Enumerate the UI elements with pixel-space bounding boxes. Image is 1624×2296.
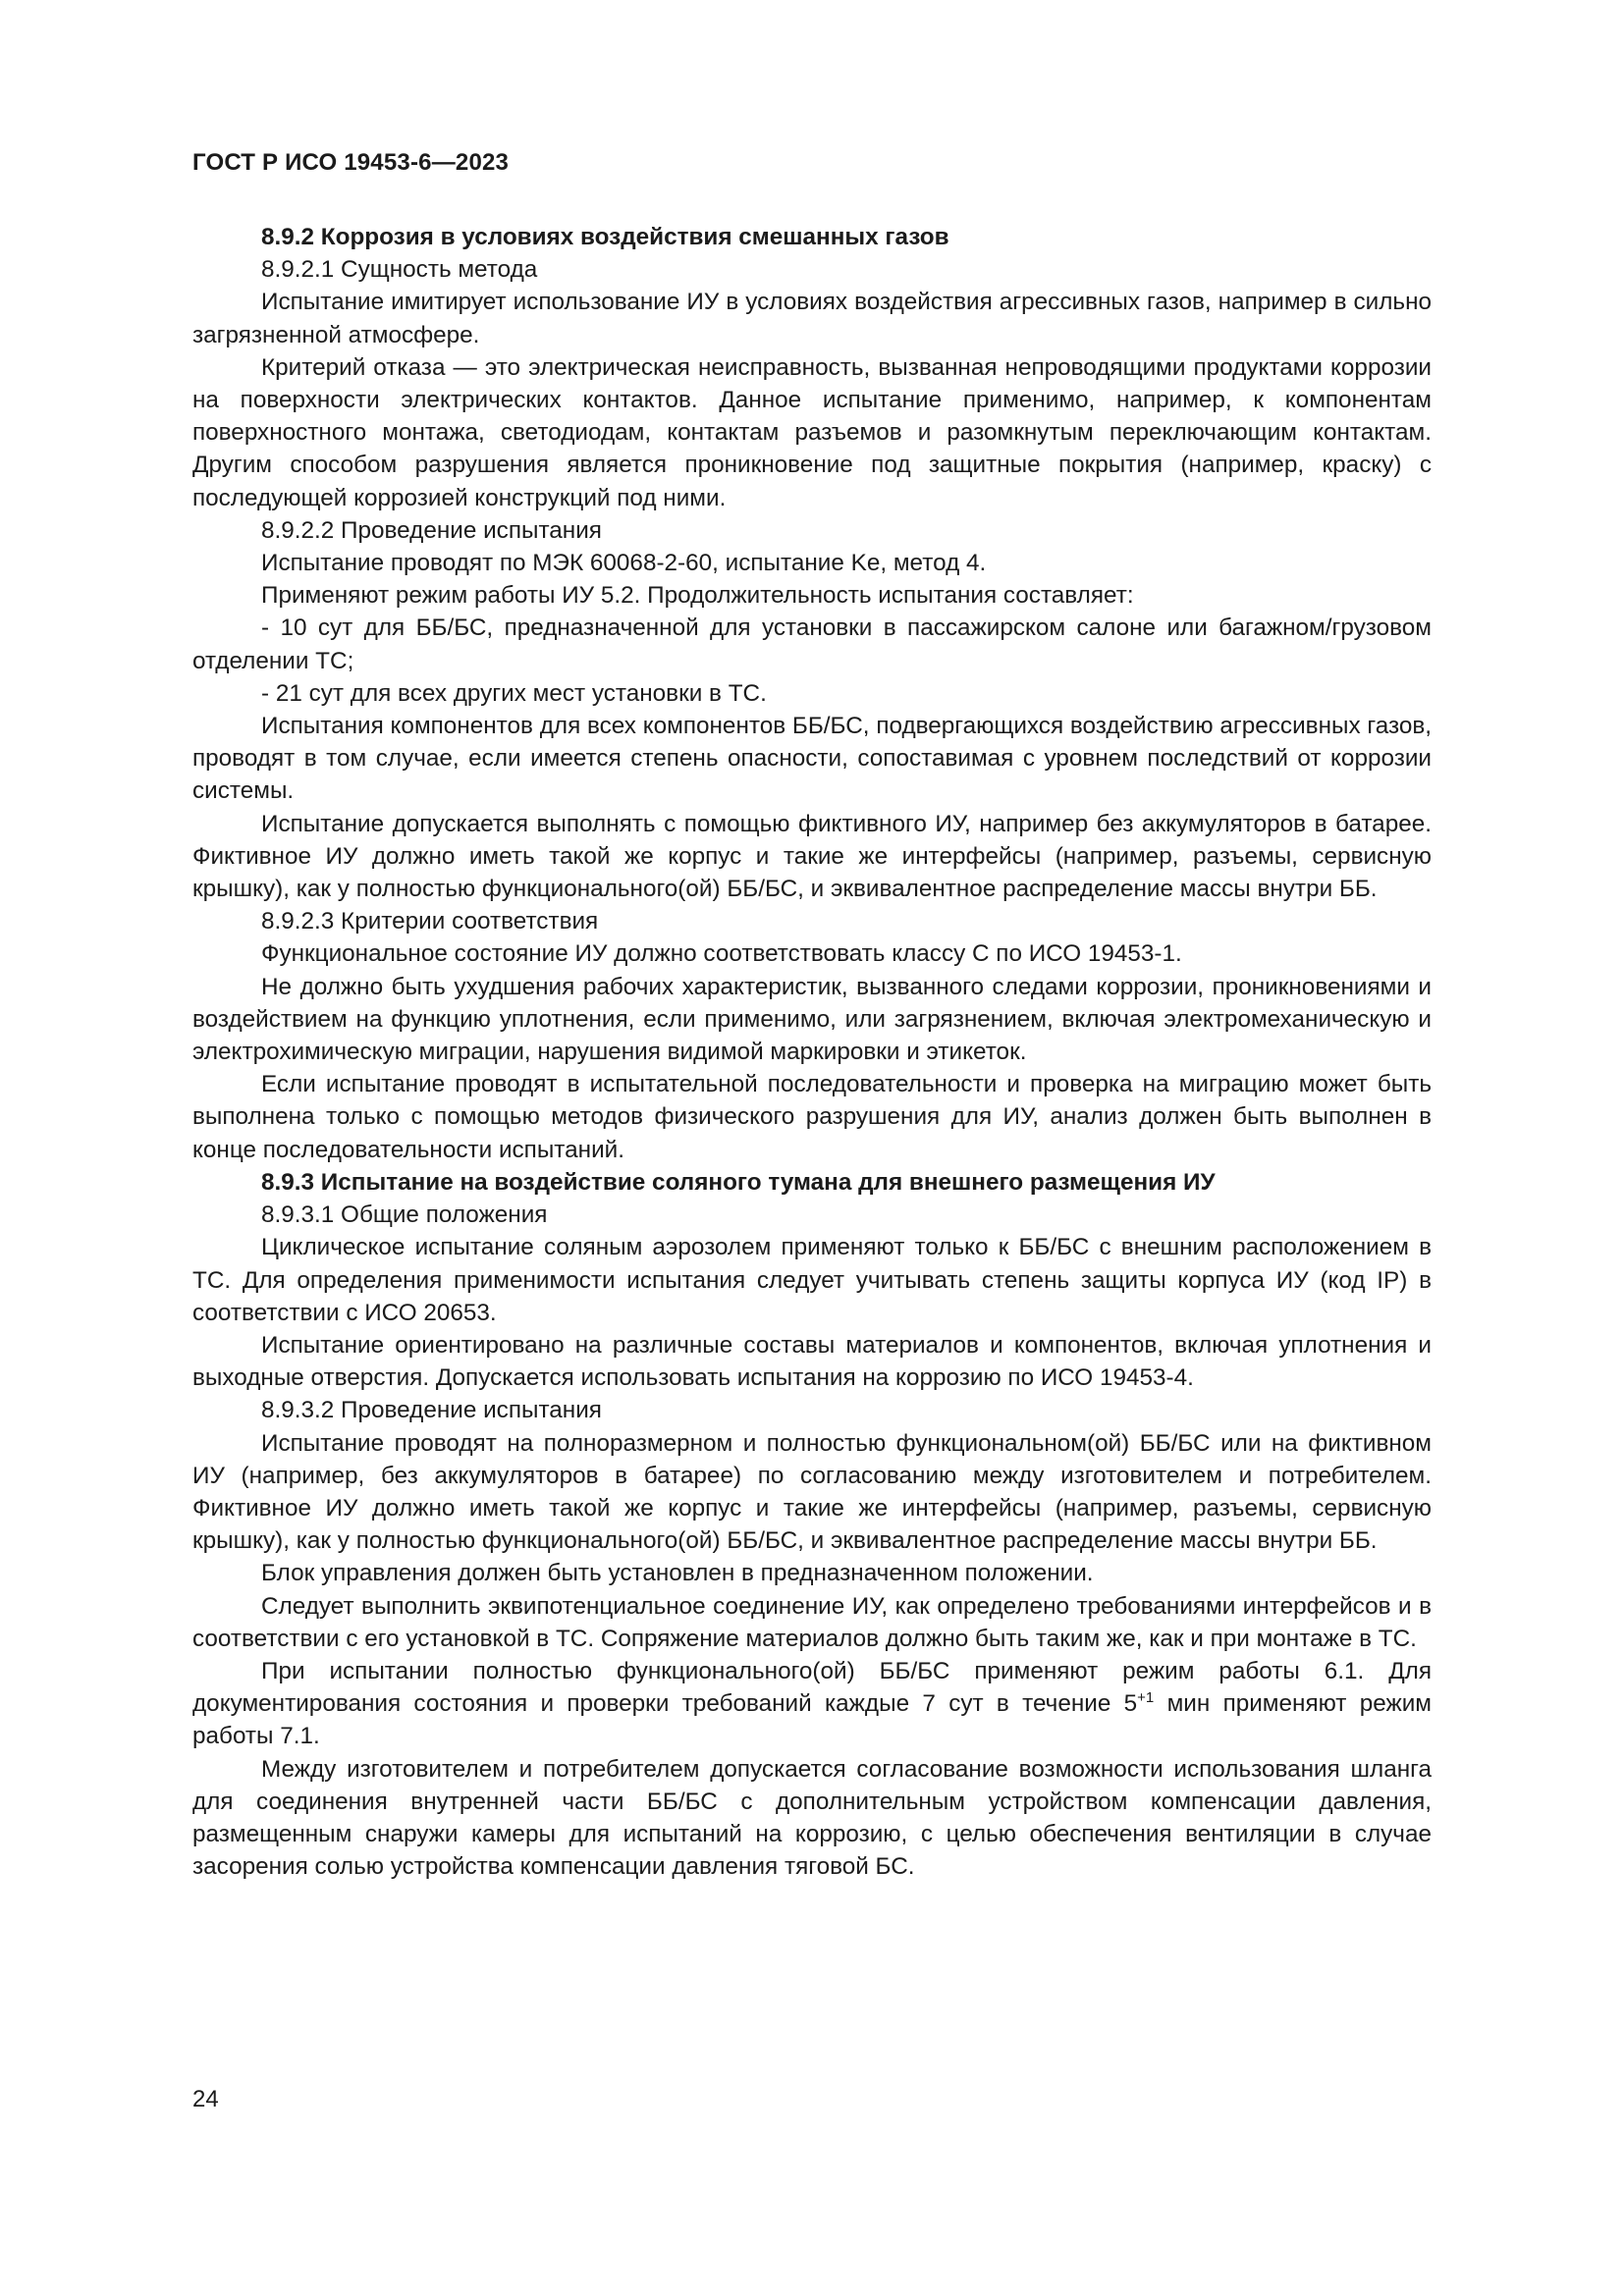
subsection-heading-8-9-3-1: 8.9.3.1 Общие положения <box>261 1201 548 1229</box>
list-item: - 21 сут для всех других мест установки в ТС. <box>261 679 767 707</box>
document-body <box>192 221 1432 1883</box>
paragraph: Применяют режим работы ИУ 5.2. Продолжительность испытания составляет: <box>261 582 1134 610</box>
paragraph <box>192 1655 1432 1753</box>
paragraph: Испытание проводят на полноразмерном и полностью функциональном(ой) ББ/БС или на фиктивном ИУ (например, без аккумуляторов в батарее) по согласованию между изготовителем и потребителем. Фиктивное ИУ должно иметь такой же корпус и такие же интерфейсы (например, разъемы, сервисную крышку), как у полностью функционального(ой) ББ/БС, и эквивалентное распределение массы внутри ББ. <box>192 1429 1432 1555</box>
paragraph-text: мин применяют режим работы 7.1. <box>192 1690 1432 1750</box>
section-heading-8-9-2: 8.9.2 Коррозия в условиях воздействия смешанных газов <box>261 224 949 250</box>
paragraph: Если испытание проводят в испытательной последовательности и проверка на миграцию может быть выполнена только с помощью методов физического разрушения для ИУ, анализ должен быть выполнен в конце последовательности испытаний. <box>192 1071 1432 1163</box>
paragraph: Следует выполнить эквипотенциальное соединение ИУ, как определено требованиями интерфейсов и в соответствии с его установкой в ТС. Сопряжение материалов должно быть таким же, как и при монтаже в ТС. <box>192 1592 1432 1652</box>
paragraph: Функциональное состояние ИУ должно соответствовать классу С по ИСО 19453-1. <box>261 940 1182 968</box>
paragraph: Блок управления должен быть установлен в предназначенном положении. <box>261 1560 1094 1587</box>
paragraph: Критерий отказа — это электрическая неисправность, вызванная непроводящими продуктами коррозии на поверхности электрических контактов. Данное испытание применимо, например, к компонентам поверхностного монтажа, светодиодам, контактам разъемов и разомкнутым переключающим контактам. Другим способом разрушения является проникновение под защитные покрытия (например, краску) с последующей коррозией конструкций под ними. <box>192 353 1432 511</box>
subsection-heading-8-9-2-2: 8.9.2.2 Проведение испытания <box>261 516 602 544</box>
subsection-heading-8-9-2-3: 8.9.2.3 Критерии соответствия <box>261 908 599 935</box>
paragraph: Испытания компонентов для всех компонентов ББ/БС, подвергающихся воздействию агрессивных газов, проводят в том случае, если имеется степень опасности, сопоставимая с уровнем последствий от коррозии системы. <box>192 713 1432 805</box>
paragraph: Испытание допускается выполнять с помощью фиктивного ИУ, например без аккумуляторов в батарее. Фиктивное ИУ должно иметь такой же корпус и такие же интерфейсы (например, разъемы, сервисную крышку), как у полностью функционального(ой) ББ/БС, и эквивалентное распределение массы внутри ББ. <box>192 810 1432 903</box>
section-heading-8-9-3: 8.9.3 Испытание на воздействие соляного тумана для внешнего размещения ИУ <box>261 1168 1216 1196</box>
subsection-heading-8-9-2-1: 8.9.2.1 Сущность метода <box>261 256 538 284</box>
paragraph: Циклическое испытание соляным аэрозолем применяют только к ББ/БС с внешним расположением в ТС. Для определения применимости испытания следует учитывать степень защиты корпуса ИУ (код IP) в соответствии с ИСО 20653. <box>192 1234 1432 1326</box>
paragraph: Испытание ориентировано на различные составы материалов и компонентов, включая уплотнения и выходные отверстия. Допускается использовать испытания на коррозию по ИСО 19453-4. <box>192 1331 1432 1392</box>
superscript-tolerance: +1 <box>1137 1689 1155 1707</box>
page-number: 24 <box>192 2086 219 2112</box>
list-item: - 10 сут для ББ/БС, предназначенной для установки в пассажирском салоне или багажном/грузовом отделении ТС; <box>192 614 1432 674</box>
paragraph-text: При испытании полностью функционального(ой) ББ/БС применяют режим работы 6.1. Для документирования состояния и проверки требований каждые 7 сут в течение 5 <box>192 1657 1432 1718</box>
paragraph: Между изготовителем и потребителем допускается согласование возможности использования шланга для соединения внутренней части ББ/БС с дополнительным устройством компенсации давления, размещенным снаружи камеры для испытаний на коррозию, с целью обеспечения вентиляции в случае засорения солью устройства компенсации давления тяговой БС. <box>192 1755 1432 1881</box>
standard-code-header: ГОСТ Р ИСО 19453-6—2023 <box>192 149 510 176</box>
paragraph: Испытание имитирует использование ИУ в условиях воздействия агрессивных газов, например в сильно загрязненной атмосфере. <box>192 289 1432 348</box>
subsection-heading-8-9-3-2: 8.9.3.2 Проведение испытания <box>261 1397 602 1424</box>
paragraph: Испытание проводят по МЭК 60068-2-60, испытание Ke, метод 4. <box>261 550 987 577</box>
paragraph: Не должно быть ухудшения рабочих характеристик, вызванного следами коррозии, проникновениями и воздействием на функцию уплотнения, если применимо, или загрязнением, включая электромеханическую и электрохимическую миграции, нарушения видимой маркировки и этикеток. <box>192 973 1432 1066</box>
